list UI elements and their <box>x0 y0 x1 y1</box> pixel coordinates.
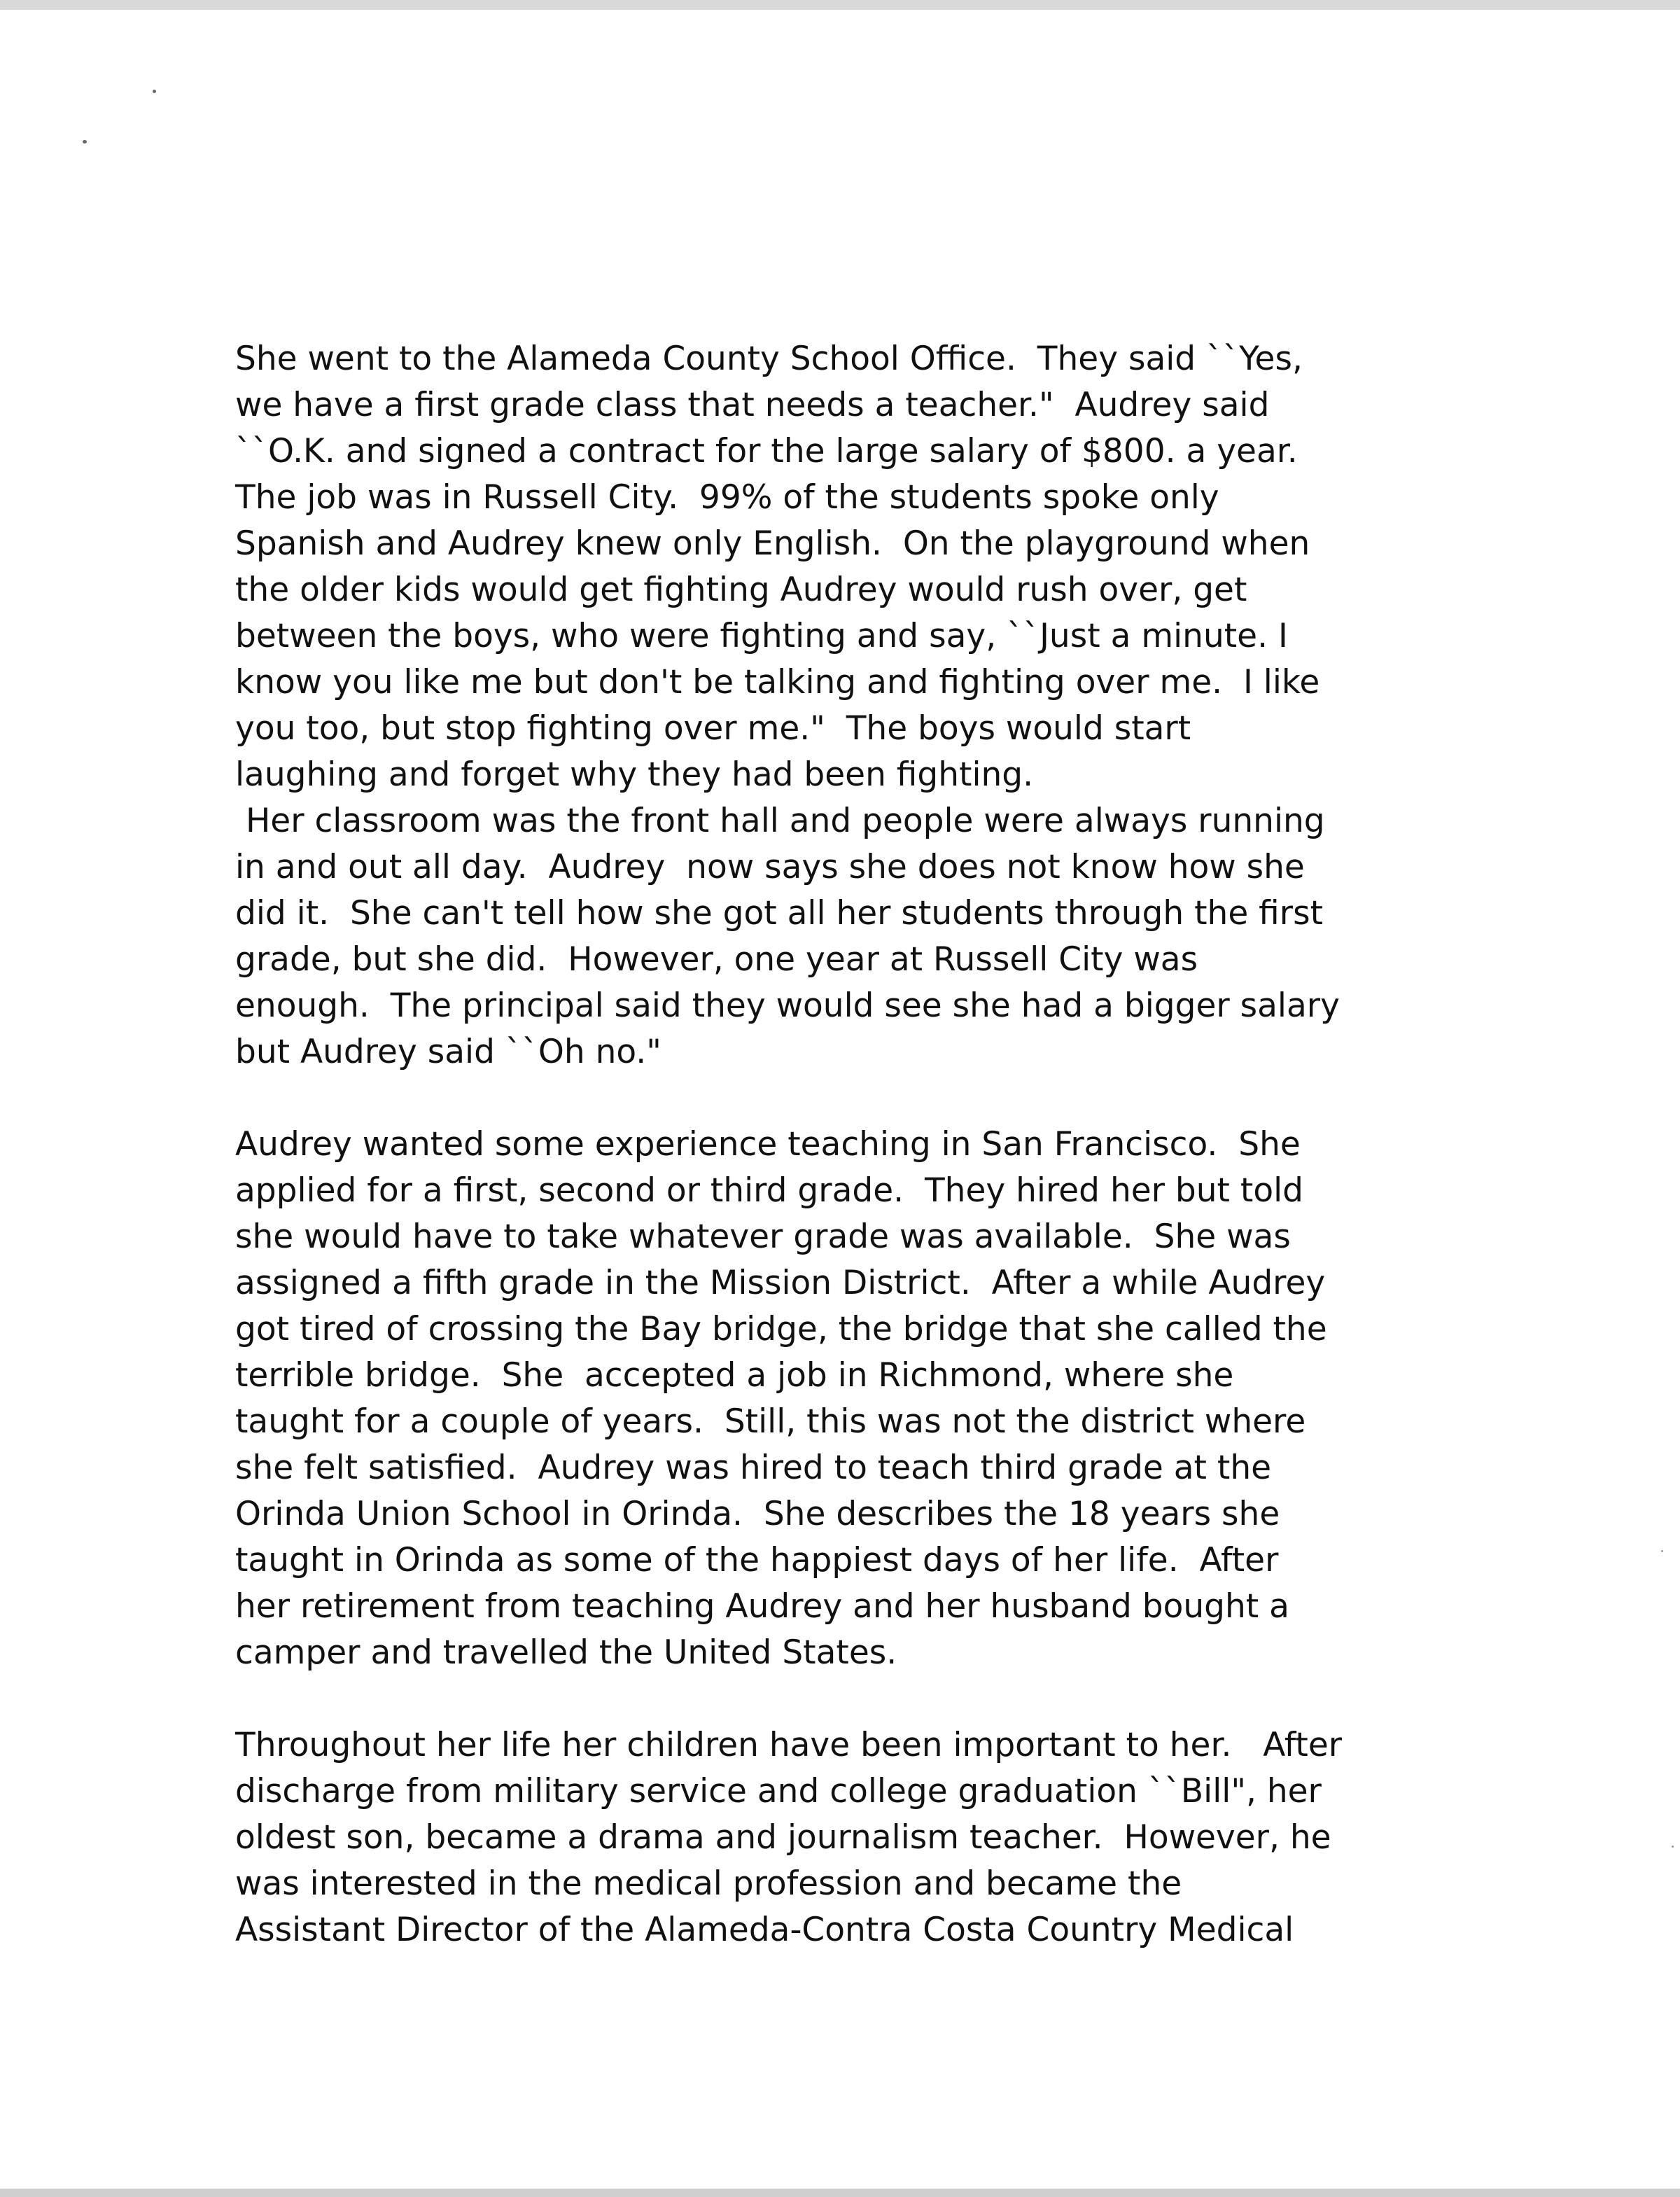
text-line: know you like me but don't be talking and fighting over me. I like <box>235 663 1320 702</box>
text-line: Orinda Union School in Orinda. She describes the 18 years she <box>235 1495 1280 1533</box>
text-line: camper and travelled the United States. <box>235 1633 897 1672</box>
text-line: Throughout her life her children have been important to her. After <box>235 1726 1343 1764</box>
text-line: between the boys, who were fighting and say, ``Just a minute. I <box>235 617 1288 655</box>
scan-speck <box>153 90 156 93</box>
text-line: Her classroom was the front hall and people were always running <box>235 802 1325 840</box>
scan-speck <box>1661 1550 1663 1552</box>
text-line: Spanish and Audrey knew only English. On the playground when <box>235 524 1310 563</box>
text-line: her retirement from teaching Audrey and her husband bought a <box>235 1587 1289 1626</box>
text-line: enough. The principal said they would see she had a bigger salary <box>235 986 1340 1025</box>
paragraph-1 <box>235 336 1467 1075</box>
document-body <box>235 336 1467 1953</box>
text-line: taught in Orinda as some of the happiest days of her life. After <box>235 1541 1279 1579</box>
text-line: Audrey wanted some experience teaching in San Francisco. She <box>235 1125 1301 1164</box>
text-line: taught for a couple of years. Still, this was not the district where <box>235 1402 1306 1441</box>
paragraph-gap <box>235 1676 1467 1722</box>
text-line: ``O.K. and signed a contract for the large salary of $800. a year. <box>235 432 1298 470</box>
text-line: she would have to take whatever grade was available. She was <box>235 1218 1291 1256</box>
text-line: discharge from military service and college graduation ``Bill", her <box>235 1772 1322 1811</box>
text-line: you too, but stop fighting over me." The boys would start <box>235 709 1191 748</box>
text-line: The job was in Russell City. 99% of the students spoke only <box>235 478 1219 517</box>
scan-speck <box>83 140 87 144</box>
scan-top-edge <box>0 0 1680 10</box>
text-line: assigned a fifth grade in the Mission District. After a while Audrey <box>235 1264 1326 1302</box>
text-line: but Audrey said ``Oh no." <box>235 1033 662 1071</box>
text-line: the older kids would get fighting Audrey would rush over, get <box>235 571 1247 609</box>
paragraph-2 <box>235 1122 1467 1676</box>
text-line: we have a first grade class that needs a teacher." Audrey said <box>235 386 1270 424</box>
text-line: terrible bridge. She accepted a job in Richmond, where she <box>235 1356 1234 1395</box>
text-line: Assistant Director of the Alameda-Contra Costa Country Medical <box>235 1911 1294 1949</box>
text-line: was interested in the medical profession and became the <box>235 1864 1182 1903</box>
text-line: laughing and forget why they had been fighting. <box>235 755 1034 794</box>
paragraph-gap <box>235 1075 1467 1122</box>
scan-bottom-edge <box>0 2189 1680 2197</box>
text-line: She went to the Alameda County School Office. They said ``Yes, <box>235 340 1303 378</box>
text-line: oldest son, became a drama and journalism teacher. However, he <box>235 1818 1331 1857</box>
text-line: in and out all day. Audrey now says she does not know how she <box>235 848 1305 886</box>
paragraph-3 <box>235 1722 1467 1953</box>
scan-speck <box>1672 1846 1674 1848</box>
text-line: she felt satisfied. Audrey was hired to teach third grade at the <box>235 1449 1272 1487</box>
text-line: got tired of crossing the Bay bridge, the bridge that she called the <box>235 1310 1327 1348</box>
text-line: grade, but she did. However, one year at Russell City was <box>235 940 1198 979</box>
text-line: did it. She can't tell how she got all her students through the first <box>235 894 1324 933</box>
text-line: applied for a first, second or third grade. They hired her but told <box>235 1171 1303 1210</box>
